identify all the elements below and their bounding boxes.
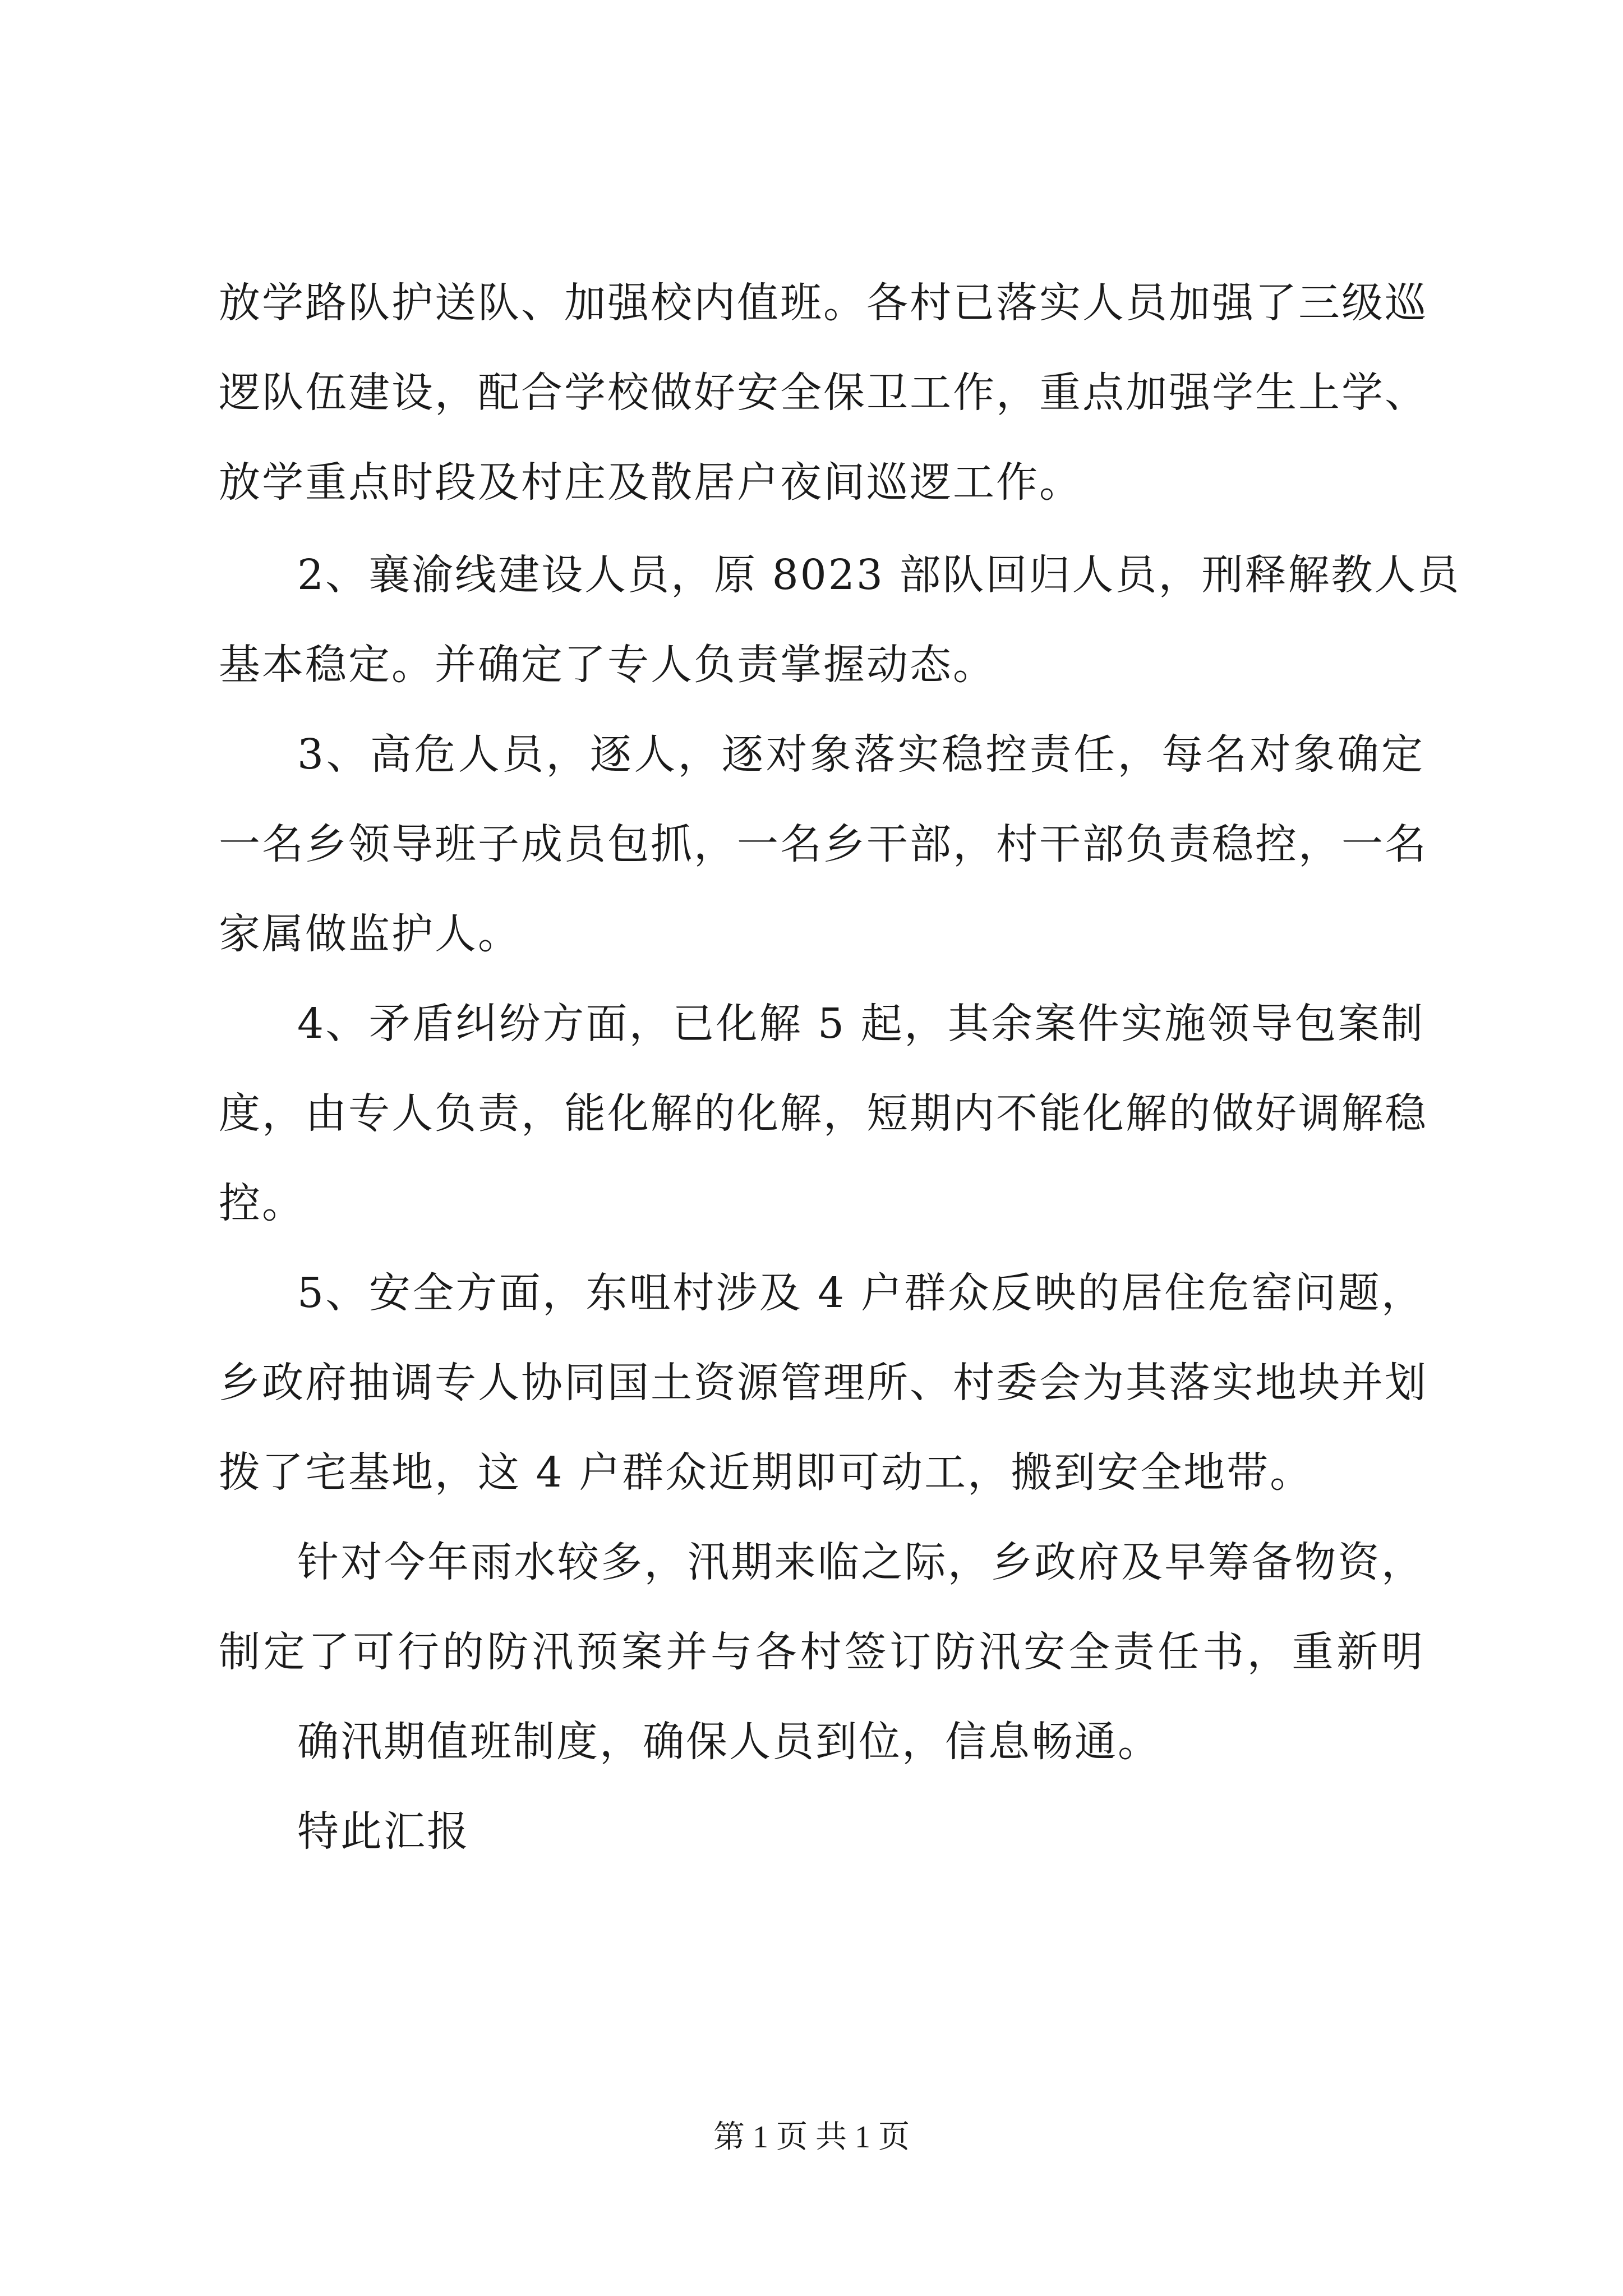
page-number-footer: 第 1 页 共 1 页 — [713, 2120, 910, 2155]
body-line: 放学重点时段及村庄及散居户夜间巡逻工作。 — [219, 458, 1082, 507]
body-line: 放学路队护送队、加强校内值班。各村已落实人员加强了三级巡 — [219, 279, 1428, 327]
body-line: 一名乡领导班子成员包抓，一名乡干部，村干部负责稳控，一名 — [219, 820, 1428, 868]
body-line: 针对今年雨水较多，汛期来临之际，乡政府及早筹备物资， — [297, 1538, 1424, 1586]
closing-line: 特此汇报 — [297, 1807, 470, 1856]
body-line: 控。 — [219, 1179, 305, 1227]
body-line: 确汛期值班制度，确保人员到位，信息畅通。 — [297, 1718, 1161, 1766]
body-line: 家属做监护人。 — [219, 910, 521, 958]
body-line: 5、安全方面，东咀村涉及 4 户群众反映的居住危窑问题， — [297, 1269, 1424, 1317]
body-line: 4、矛盾纠纷方面，已化解 5 起，其余案件实施领导包案制 — [297, 1000, 1424, 1048]
body-line: 制定了可行的防汛预案并与各村签订防汛安全责任书，重新明 — [219, 1628, 1424, 1676]
body-line: 基本稳定。并确定了专人负责掌握动态。 — [219, 641, 996, 689]
body-line: 度，由专人负责，能化解的化解，短期内不能化解的做好调解稳 — [219, 1089, 1428, 1138]
body-line: 逻队伍建设，配合学校做好安全保卫工作，重点加强学生上学、 — [219, 369, 1428, 417]
body-line: 3、高危人员，逐人，逐对象落实稳控责任，每名对象确定 — [297, 730, 1424, 779]
body-line: 2、襄渝线建设人员，原 8023 部队回归人员，刑释解教人员 — [297, 551, 1461, 599]
body-line: 乡政府抽调专人协同国土资源管理所、村委会为其落实地块并划 — [219, 1359, 1428, 1407]
body-line: 拨了宅基地，这 4 户群众近期即可动工，搬到安全地带。 — [219, 1448, 1313, 1497]
